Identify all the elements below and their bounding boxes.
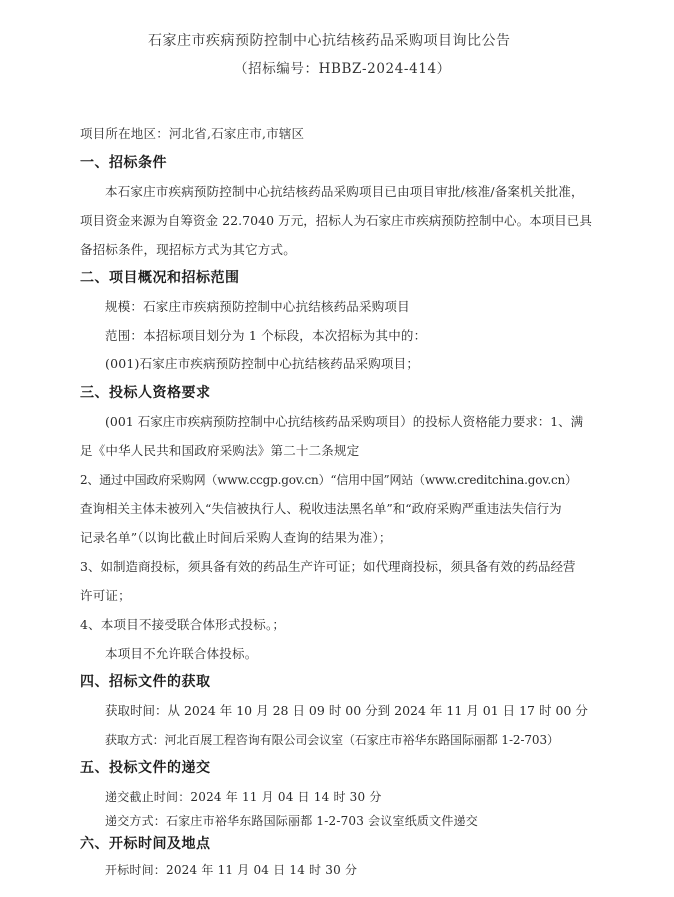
section-heading-document-acquisition: 四、招标文件的获取 [80,674,211,690]
section-paragraph-line: 查询相关主体未被列入“失信被执行人、税收违法黑名单”和“政府采购严重违法失信行为 [80,501,562,516]
section-paragraph-line: 递交截止时间：2024 年 11 月 04 日 14 时 30 分 [105,790,382,804]
document-title: 石家庄市疾病预防控制中心抗结核药品采购项目询比公告 [148,33,511,49]
section-heading-bidder-qualification: 三、投标人资格要求 [80,385,211,401]
section-paragraph-line: 获取时间：从 2024 年 10 月 28 日 09 时 00 分到 2024 年 11 月 01 日 17 时 00 分 [105,703,588,718]
section-heading-bid-submission: 五、投标文件的递交 [80,760,211,776]
section-paragraph-line: 足《中华人民共和国政府采购法》第二十二条规定 [80,443,360,458]
section-paragraph-line: 范围：本招标项目划分为 1 个标段，本次招标为其中的： [105,328,427,343]
section-paragraph-line: 规模：石家庄市疾病预防控制中心抗结核药品采购项目 [105,299,410,314]
section-paragraph-line: 2、通过中国政府采购网（www.ccgp.gov.cn）“信用中国”网站（www.creditchina.gov.cn） [80,473,577,487]
section-paragraph-line: 项目资金来源为自筹资金 22.7040 万元，招标人为石家庄市疾病预防控制中心。本项目已具 [80,213,592,228]
section-heading-bid-opening: 六、开标时间及地点 [80,836,211,852]
section-paragraph-line: 记录名单”（以询比截止时间后采购人查询的结果为准）； [80,530,392,545]
section-paragraph-line: 备招标条件，现招标方式为其它方式。 [80,242,296,257]
section-paragraph-line: 获取方式：河北百展工程咨询有限公司会议室（石家庄市裕华东路国际丽都 1-2-703） [105,733,559,747]
section-paragraph-line: 本项目不允许联合体投标。 [105,646,258,661]
section-heading-tender-conditions: 一、招标条件 [80,155,167,171]
section-paragraph-line: 开标时间：2024 年 11 月 04 日 14 时 30 分 [105,863,358,877]
section-heading-project-overview: 二、项目概况和招标范围 [80,270,240,286]
section-paragraph-line: 3、如制造商投标，须具备有效的药品生产许可证；如代理商投标，须具备有效的药品经营 [80,559,576,574]
tender-number: （招标编号：HBBZ-2024-414） [234,61,451,77]
section-paragraph-line: 本石家庄市疾病预防控制中心抗结核药品采购项目已由项目审批/核准/备案机关批准， [105,184,584,199]
section-paragraph-line: (001)石家庄市疾病预防控制中心抗结核药品采购项目； [105,356,420,371]
section-paragraph-line: 递交方式：石家庄市裕华东路国际丽都 1-2-703 会议室纸质文件递交 [105,814,478,828]
section-paragraph-line: 许可证； [80,588,131,603]
section-paragraph-line: 4、本项目不接受联合体形式投标。； [80,617,286,632]
section-paragraph-line: (001 石家庄市疾病预防控制中心抗结核药品采购项目）的投标人资格能力要求：1、满 [105,414,584,429]
project-location: 项目所在地区：河北省,石家庄市,市辖区 [80,126,305,141]
